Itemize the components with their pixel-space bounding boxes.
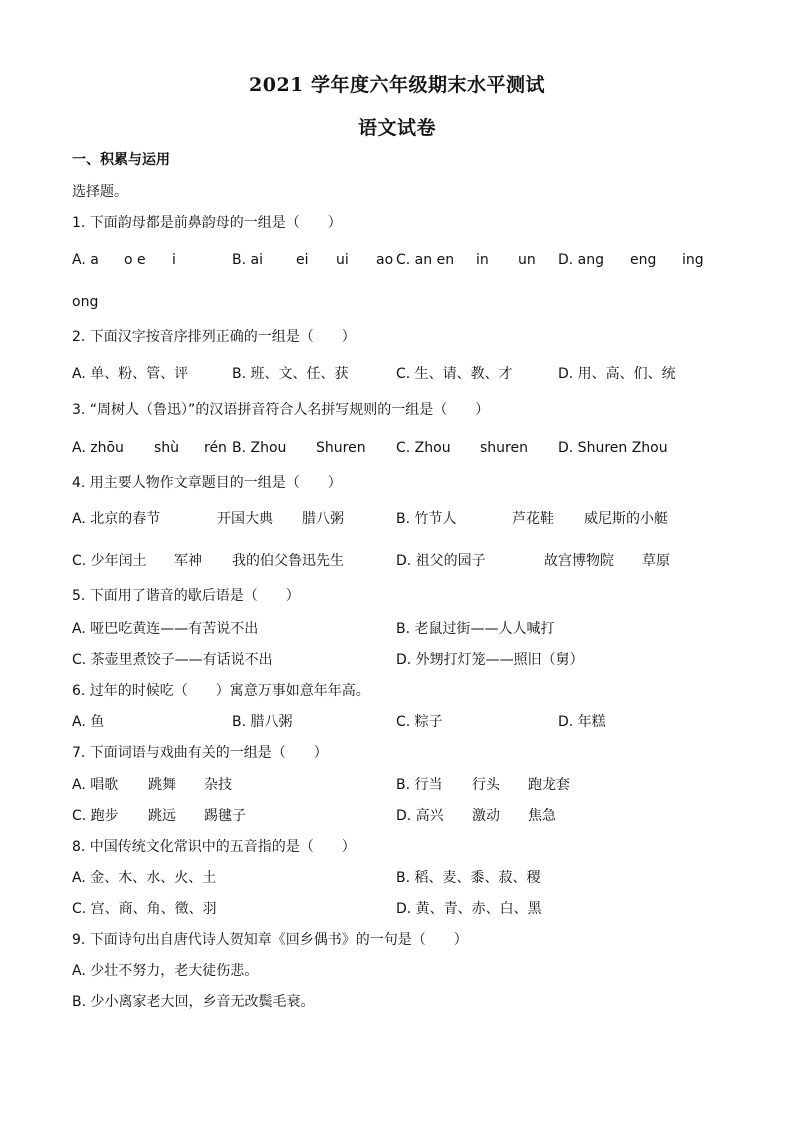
option-part: B. 行当 [396, 777, 443, 793]
option-part: 威尼斯的小艇 [584, 511, 668, 527]
option-part: B. Zhou [232, 440, 287, 456]
option-part: 草原 [642, 553, 670, 569]
question-8-option-a: A. 金、木、水、火、土 [72, 870, 217, 886]
question-4-option-a [72, 509, 344, 529]
question-2-option-a: A. 单、粉、管、评 [72, 366, 189, 382]
option-part: 行头 [472, 777, 500, 793]
option-part: A. a [72, 252, 99, 268]
option-part: D. 高兴 [396, 808, 444, 824]
question-8-option-c: C. 宫、商、角、徵、羽 [72, 901, 217, 917]
question-2-stem: 2. 下面汉字按音序排列正确的一组是（ ） [72, 329, 356, 345]
option-part: C. an en [396, 252, 455, 268]
question-9-option-a: A. 少壮不努力，老大徒伤悲。 [72, 963, 259, 979]
option-part: 芦花鞋 [512, 511, 554, 527]
option-part: shù [154, 440, 180, 456]
option-part: ao [376, 252, 394, 268]
option-part: 杂技 [204, 777, 232, 793]
question-6-stem: 6. 过年的时候吃（ ）寓意万事如意年年高。 [72, 683, 370, 699]
section-heading: 一、积累与运用 [72, 152, 170, 168]
question-2-option-c: C. 生、请、教、才 [396, 366, 513, 382]
option-part: un [518, 252, 536, 268]
option-part: i [172, 252, 176, 268]
option-part: 军神 [174, 553, 202, 569]
option-part: B. ai [232, 252, 263, 268]
question-3-option-a [72, 438, 227, 458]
question-5-option-d: D. 外甥打灯笼——照旧（舅） [396, 652, 584, 668]
option-part: in [476, 252, 489, 268]
option-part: 跳远 [148, 808, 176, 824]
option-part: 故宫博物院 [544, 553, 614, 569]
question-1-stem: 1. 下面韵母都是前鼻韵母的一组是（ ） [72, 215, 342, 231]
option-part: A. zhōu [72, 440, 124, 456]
option-part: D. ang [558, 252, 605, 268]
option-part: 激动 [472, 808, 500, 824]
question-8-stem: 8. 中国传统文化常识中的五音指的是（ ） [72, 839, 356, 855]
option-part: B. 竹节人 [396, 511, 457, 527]
option-part: 踢毽子 [204, 808, 246, 824]
question-7-option-b [396, 775, 570, 795]
question-5-option-a: A. 哑巴吃黄连——有苦说不出 [72, 621, 259, 637]
question-2-option-d: D. 用、高、们、统 [558, 366, 676, 382]
instruction-text: 选择题。 [72, 184, 128, 200]
question-4-stem: 4. 用主要人物作文章题目的一组是（ ） [72, 475, 342, 491]
question-6-option-d: D. 年糕 [558, 714, 606, 730]
question-9-stem: 9. 下面诗句出自唐代诗人贺知章《回乡偶书》的一句是（ ） [72, 932, 468, 948]
option-part: 跳舞 [148, 777, 176, 793]
question-7-option-c [72, 806, 246, 826]
question-7-option-a [72, 775, 232, 795]
option-part: 我的伯父鲁迅先生 [232, 553, 344, 569]
question-4-option-c [72, 551, 344, 571]
question-8-option-b: B. 稻、麦、黍、菽、稷 [396, 870, 541, 886]
question-3-option-c [396, 438, 528, 458]
option-part: 焦急 [528, 808, 556, 824]
question-6-option-c: C. 粽子 [396, 714, 443, 730]
option-part: shuren [480, 440, 528, 456]
question-1-option-c [396, 250, 536, 270]
question-8-option-d: D. 黄、青、赤、白、黑 [396, 901, 542, 917]
question-5-stem: 5. 下面用了谐音的歇后语是（ ） [72, 588, 300, 604]
question-1-option-d-wrap: ong [72, 294, 99, 310]
option-part: 开国大典 [217, 511, 273, 527]
question-3-option-d: D. Shuren Zhou [558, 440, 668, 456]
option-part: A. 唱歌 [72, 777, 119, 793]
question-5-option-c: C. 茶壶里煮饺子——有话说不出 [72, 652, 273, 668]
question-1-option-a [72, 250, 176, 270]
option-part: ing [682, 252, 704, 268]
question-5-option-b: B. 老鼠过街——人人喊打 [396, 621, 555, 637]
question-1-option-b [232, 250, 393, 270]
question-9-option-b: B. 少小离家老大回，乡音无改鬓毛衰。 [72, 994, 315, 1010]
option-part: A. 北京的春节 [72, 511, 161, 527]
option-part: o e [124, 252, 146, 268]
option-part: Shuren [316, 440, 366, 456]
option-part: C. 跑步 [72, 808, 119, 824]
option-part: D. 祖父的园子 [396, 553, 486, 569]
option-part: ui [336, 252, 349, 268]
question-6-option-b: B. 腊八粥 [232, 714, 293, 730]
question-6-option-a: A. 鱼 [72, 714, 105, 730]
option-part: eng [630, 252, 657, 268]
option-part: 跑龙套 [528, 777, 570, 793]
question-7-stem: 7. 下面词语与戏曲有关的一组是（ ） [72, 745, 328, 761]
question-2-option-b: B. 班、文、任、获 [232, 366, 349, 382]
exam-title: 2021 学年度六年级期末水平测试 [249, 74, 545, 96]
option-part: C. 少年闰土 [72, 553, 147, 569]
question-3-stem: 3. “周树人（鲁迅）”的汉语拼音符合人名拼写规则的一组是（ ） [72, 402, 490, 418]
exam-subtitle: 语文试卷 [357, 117, 436, 139]
option-part: rén [204, 440, 227, 456]
question-7-option-d [396, 806, 556, 826]
question-3-option-b [232, 438, 366, 458]
option-part: 腊八粥 [302, 511, 344, 527]
question-4-option-b [396, 509, 668, 529]
option-part: C. Zhou [396, 440, 451, 456]
question-4-option-d [396, 551, 670, 571]
option-part: ei [296, 252, 309, 268]
question-1-option-d [558, 250, 704, 270]
